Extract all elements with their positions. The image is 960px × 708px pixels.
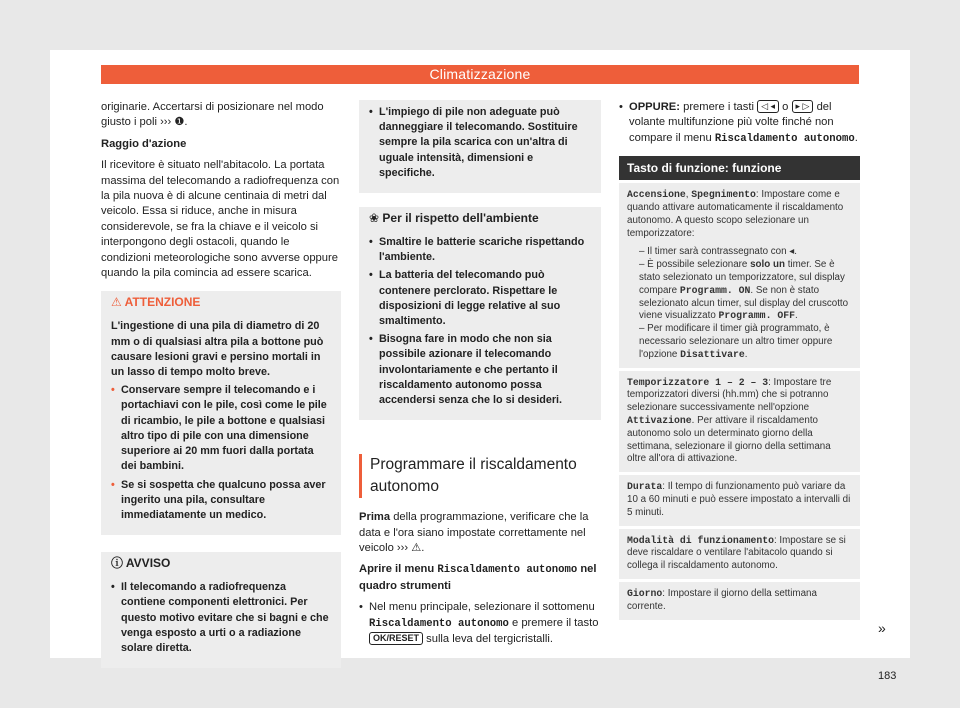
row-key: Spegnimento [691, 189, 756, 201]
notice-header [101, 552, 341, 574]
steering-left-key-icon: ◁ ◂ [757, 100, 779, 113]
environment-header [359, 207, 601, 229]
column-1 [101, 100, 341, 668]
warning-box [101, 291, 341, 535]
steering-right-key-icon: ▸ ▷ [792, 100, 814, 113]
row-sep: , [685, 189, 692, 201]
leaf-icon: ❀ [369, 211, 380, 226]
row-text: : Il tempo di funzionamento può variare da 10 a 60 minuti e può essere impostato a intervalli di 5 minuti. [627, 481, 851, 518]
page-number: 183 [878, 670, 897, 682]
alternative-bold: OPPURE: [629, 101, 680, 113]
table-row [619, 371, 860, 473]
subitem-text: – È possibile selezionare [639, 259, 748, 271]
subitem-text: . [794, 310, 798, 322]
subitem-bold: solo un [750, 259, 785, 271]
warning-triangle-icon: ⚠ [111, 295, 122, 310]
ok-reset-key-icon: OK/RESET [369, 632, 423, 645]
row-text: : Impostare tre temporizzatori diversi (hh.mm) che si potranno selezionare successivamente nell'opzione [627, 376, 832, 414]
open-menu-heading [359, 562, 601, 594]
alternative-mono: Riscaldamento autonomo [714, 132, 855, 145]
step-text-b: e premere il tasto [511, 616, 599, 629]
alternative-or: o [782, 101, 789, 113]
before-text: della programmazione, verificare che la data e l'ora siano impostate correttamente nel veicolo ››› ⚠. [359, 511, 589, 555]
alternative-item: • OPPURE: premere i tasti ◁ ◂ o ▸ ▷ del volante multifunzione più volte finché non compare il menu Riscaldamento autonomo. [619, 100, 860, 147]
column-3 [619, 100, 860, 620]
subitem-text: timer. Se è stato selezionato un temporizzatore, sul display compare [639, 259, 845, 296]
notice-item: • Il telecomando a radiofrequenza contiene componenti elettronici. Per questo motivo evitare che si bagni e che venga esposto a urti o a radiazione solare diretta. [111, 580, 331, 656]
notice-body [101, 574, 341, 668]
row-key: Modalità di funzionamento [627, 534, 774, 546]
subitem-mono: Programm. OFF [718, 310, 795, 322]
before-bold: Prima [359, 511, 391, 524]
warning-body [101, 313, 341, 535]
open-menu-heading-a: Aprire il menu [359, 563, 435, 576]
manual-page [50, 50, 910, 682]
open-menu-heading-mono: Riscaldamento autonomo [437, 564, 578, 577]
row-text: : Impostare come e quando attivare automaticamente il riscaldamento autonomo. A questo scopo selezionare un temporizzatore: [627, 189, 844, 239]
row-key: Attivazione [627, 414, 692, 426]
section-header: Climatizzazione [101, 65, 859, 84]
row-sublist [627, 246, 852, 361]
table-row [619, 529, 860, 579]
section-title: Programmare il riscaldamento autonomo [359, 454, 601, 498]
info-circle-icon: ⓘ [111, 556, 124, 571]
notice-continuation-body [359, 100, 601, 193]
row-key: Giorno [627, 587, 663, 599]
warning-title: ATTENZIONE [124, 295, 201, 310]
notice-item: • L'impiego di pile non adeguate può danneggiare il telecomando. Sostituire sempre la pila scarica con un'altra di uguale intensità, dimensioni e specifiche. [369, 105, 591, 181]
alternative-text-a: premere i tasti [683, 101, 754, 113]
row-text: : Impostare se si deve riscaldare o ventilare l'abitacolo quando si collega il riscaldamento autonomo. [627, 534, 846, 572]
environment-body [359, 229, 601, 420]
table-row [619, 475, 860, 525]
subitem-text: – Per modificare il timer già programmato, è necessario selezionare un altro timer oppure l'opzione [639, 323, 833, 360]
range-text: Il ricevitore è situato nell'abitacolo. La portata massima del telecomando a radiofrequenza con la pila nuova è di alcune centinaia di metri dal veicolo. Essa si riduce, anche in misura considerevole, se fra la chiave e il veicolo si interpongono degli ostacoli, quando le condizioni meteorologiche sono avverse oppure quando la pila comincia ad essere scarica. [101, 159, 340, 280]
step-text-c: sulla leva del tergicristalli. [426, 633, 553, 646]
continue-arrow-icon: » [878, 620, 886, 636]
before-paragraph [359, 510, 601, 556]
environment-item: • Smaltire le batterie scariche rispettando l'ambiente. [369, 235, 591, 265]
column-2 [359, 100, 601, 652]
table-row [619, 183, 860, 367]
row-key: Durata [627, 481, 663, 493]
step-item [359, 600, 601, 647]
open-menu-heading-b: nel quadro strumenti [359, 563, 597, 592]
row-key: Temporizzatore 1 – 2 – 3 [627, 376, 769, 388]
warning-item: • Conservare sempre il telecomando e i portachiavi con le pile, così come le pile di ricambio, le pile a bottone e qualsiasi altro tipo di pile con una dimensione superiore ai 20 mm fuori dalla portata dei bambini. [111, 383, 331, 474]
notice-continuation-box [359, 100, 601, 193]
alternative-text-b: del volante multifunzione più volte finché non compare il menu [629, 101, 834, 144]
environment-item: • Bisogna fare in modo che non sia possibile azionare il telecomando involontariamente e che pertanto il riscaldamento autonomo possa accendersi senza che lo si desideri. [369, 332, 591, 408]
row-subitem [639, 323, 852, 361]
subitem-mono: Programm. ON [679, 284, 751, 296]
environment-box [359, 207, 601, 420]
row-subitem [639, 259, 852, 323]
step-text-a: Nel menu principale, selezionare il sottomenu [369, 601, 595, 614]
row-subitem: – Il timer sarà contrassegnato con ◂. [639, 246, 797, 258]
subitem-text: . [744, 348, 748, 360]
environment-title: Per il rispetto dell'ambiente [382, 211, 539, 226]
range-heading: Raggio d'azione [101, 137, 187, 150]
function-table [619, 156, 860, 619]
environment-item: • La batteria del telecomando può contenere perclorato. Rispettare le disposizioni di legge relative al suo smaltimento. [369, 268, 591, 329]
table-row [619, 582, 860, 620]
warning-header [101, 291, 341, 313]
subitem-text: . Se non è stato selezionato alcun timer, sul display del cruscotto viene visualizzato [639, 284, 849, 322]
warning-intro: L'ingestione di una pila di diametro di 20 mm o di qualsiasi altra pila a bottone può causare lesioni gravi e persino mortali in un lasso di tempo molto breve. [111, 320, 324, 379]
row-key: Accensione [627, 189, 686, 201]
row-text: : Impostare il giorno della settimana corrente. [627, 587, 817, 612]
warning-item: • Se si sospetta che qualcuno possa aver ingerito una pila, consultare immediatamente un medico. [111, 478, 331, 524]
notice-title: AVVISO [125, 556, 171, 571]
table-header: Tasto di funzione: funzione [619, 156, 860, 180]
subitem-mono: Disattivare [680, 348, 745, 360]
paragraph-continuation: originarie. Accertarsi di posizionare nel modo giusto i poli ››› ❶. [101, 101, 324, 129]
row-text: . Per attivare il riscaldamento autonomo solo un determinato giorno della settimana, selezionare il giorno della settimana oltre all'ora di attivazione. [627, 414, 831, 465]
step-mono: Riscaldamento autonomo [369, 617, 509, 630]
notice-box [101, 552, 341, 668]
